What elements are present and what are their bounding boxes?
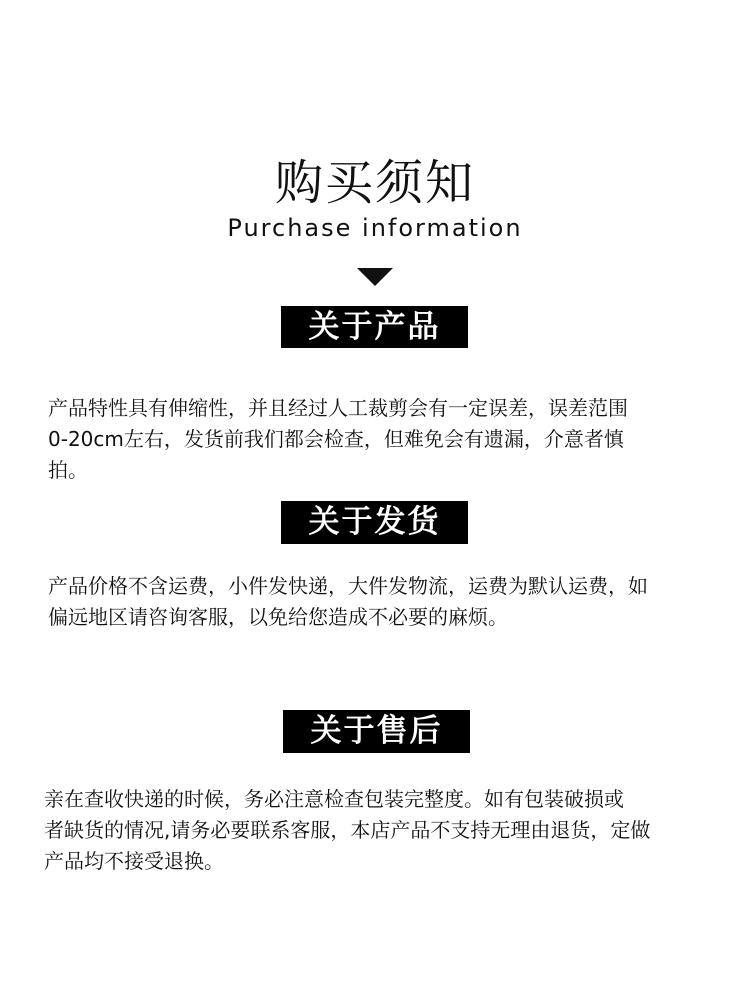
text-line: 亲在查收快递的时候，务必注意检查包装完整度。如有包装破损或 <box>44 787 624 811</box>
page-subtitle: Purchase information <box>227 214 523 242</box>
text-line: 偏远地区请咨询客服，以免给您造成不必要的麻烦。 <box>48 605 508 629</box>
text-line: 拍。 <box>48 458 88 482</box>
text-line: 产品特性具有伸缩性，并且经过人工裁剪会有一定误差，误差范围 <box>48 396 628 420</box>
section-text-after-sales <box>44 784 724 877</box>
text-line: 0-20cm左右，发货前我们都会检查，但难免会有遗漏，介意者慎 <box>48 427 624 451</box>
triangle-down-icon <box>357 268 393 286</box>
section-label-after-sales: 关于售后 <box>283 710 470 753</box>
text-line: 产品价格不含运费，小件发快递，大件发物流，运费为默认运费，如 <box>48 574 648 598</box>
section-text-product <box>48 393 718 486</box>
page-title: 购买须知 <box>274 155 475 211</box>
text-line: 者缺货的情况,请务必要联系客服，本店产品不支持无理由退货，定做 <box>44 818 651 842</box>
section-label-product: 关于产品 <box>281 306 468 348</box>
section-text-shipping <box>48 571 723 633</box>
text-line: 产品均不接受退换。 <box>44 849 224 873</box>
section-label-shipping: 关于发货 <box>281 501 468 544</box>
